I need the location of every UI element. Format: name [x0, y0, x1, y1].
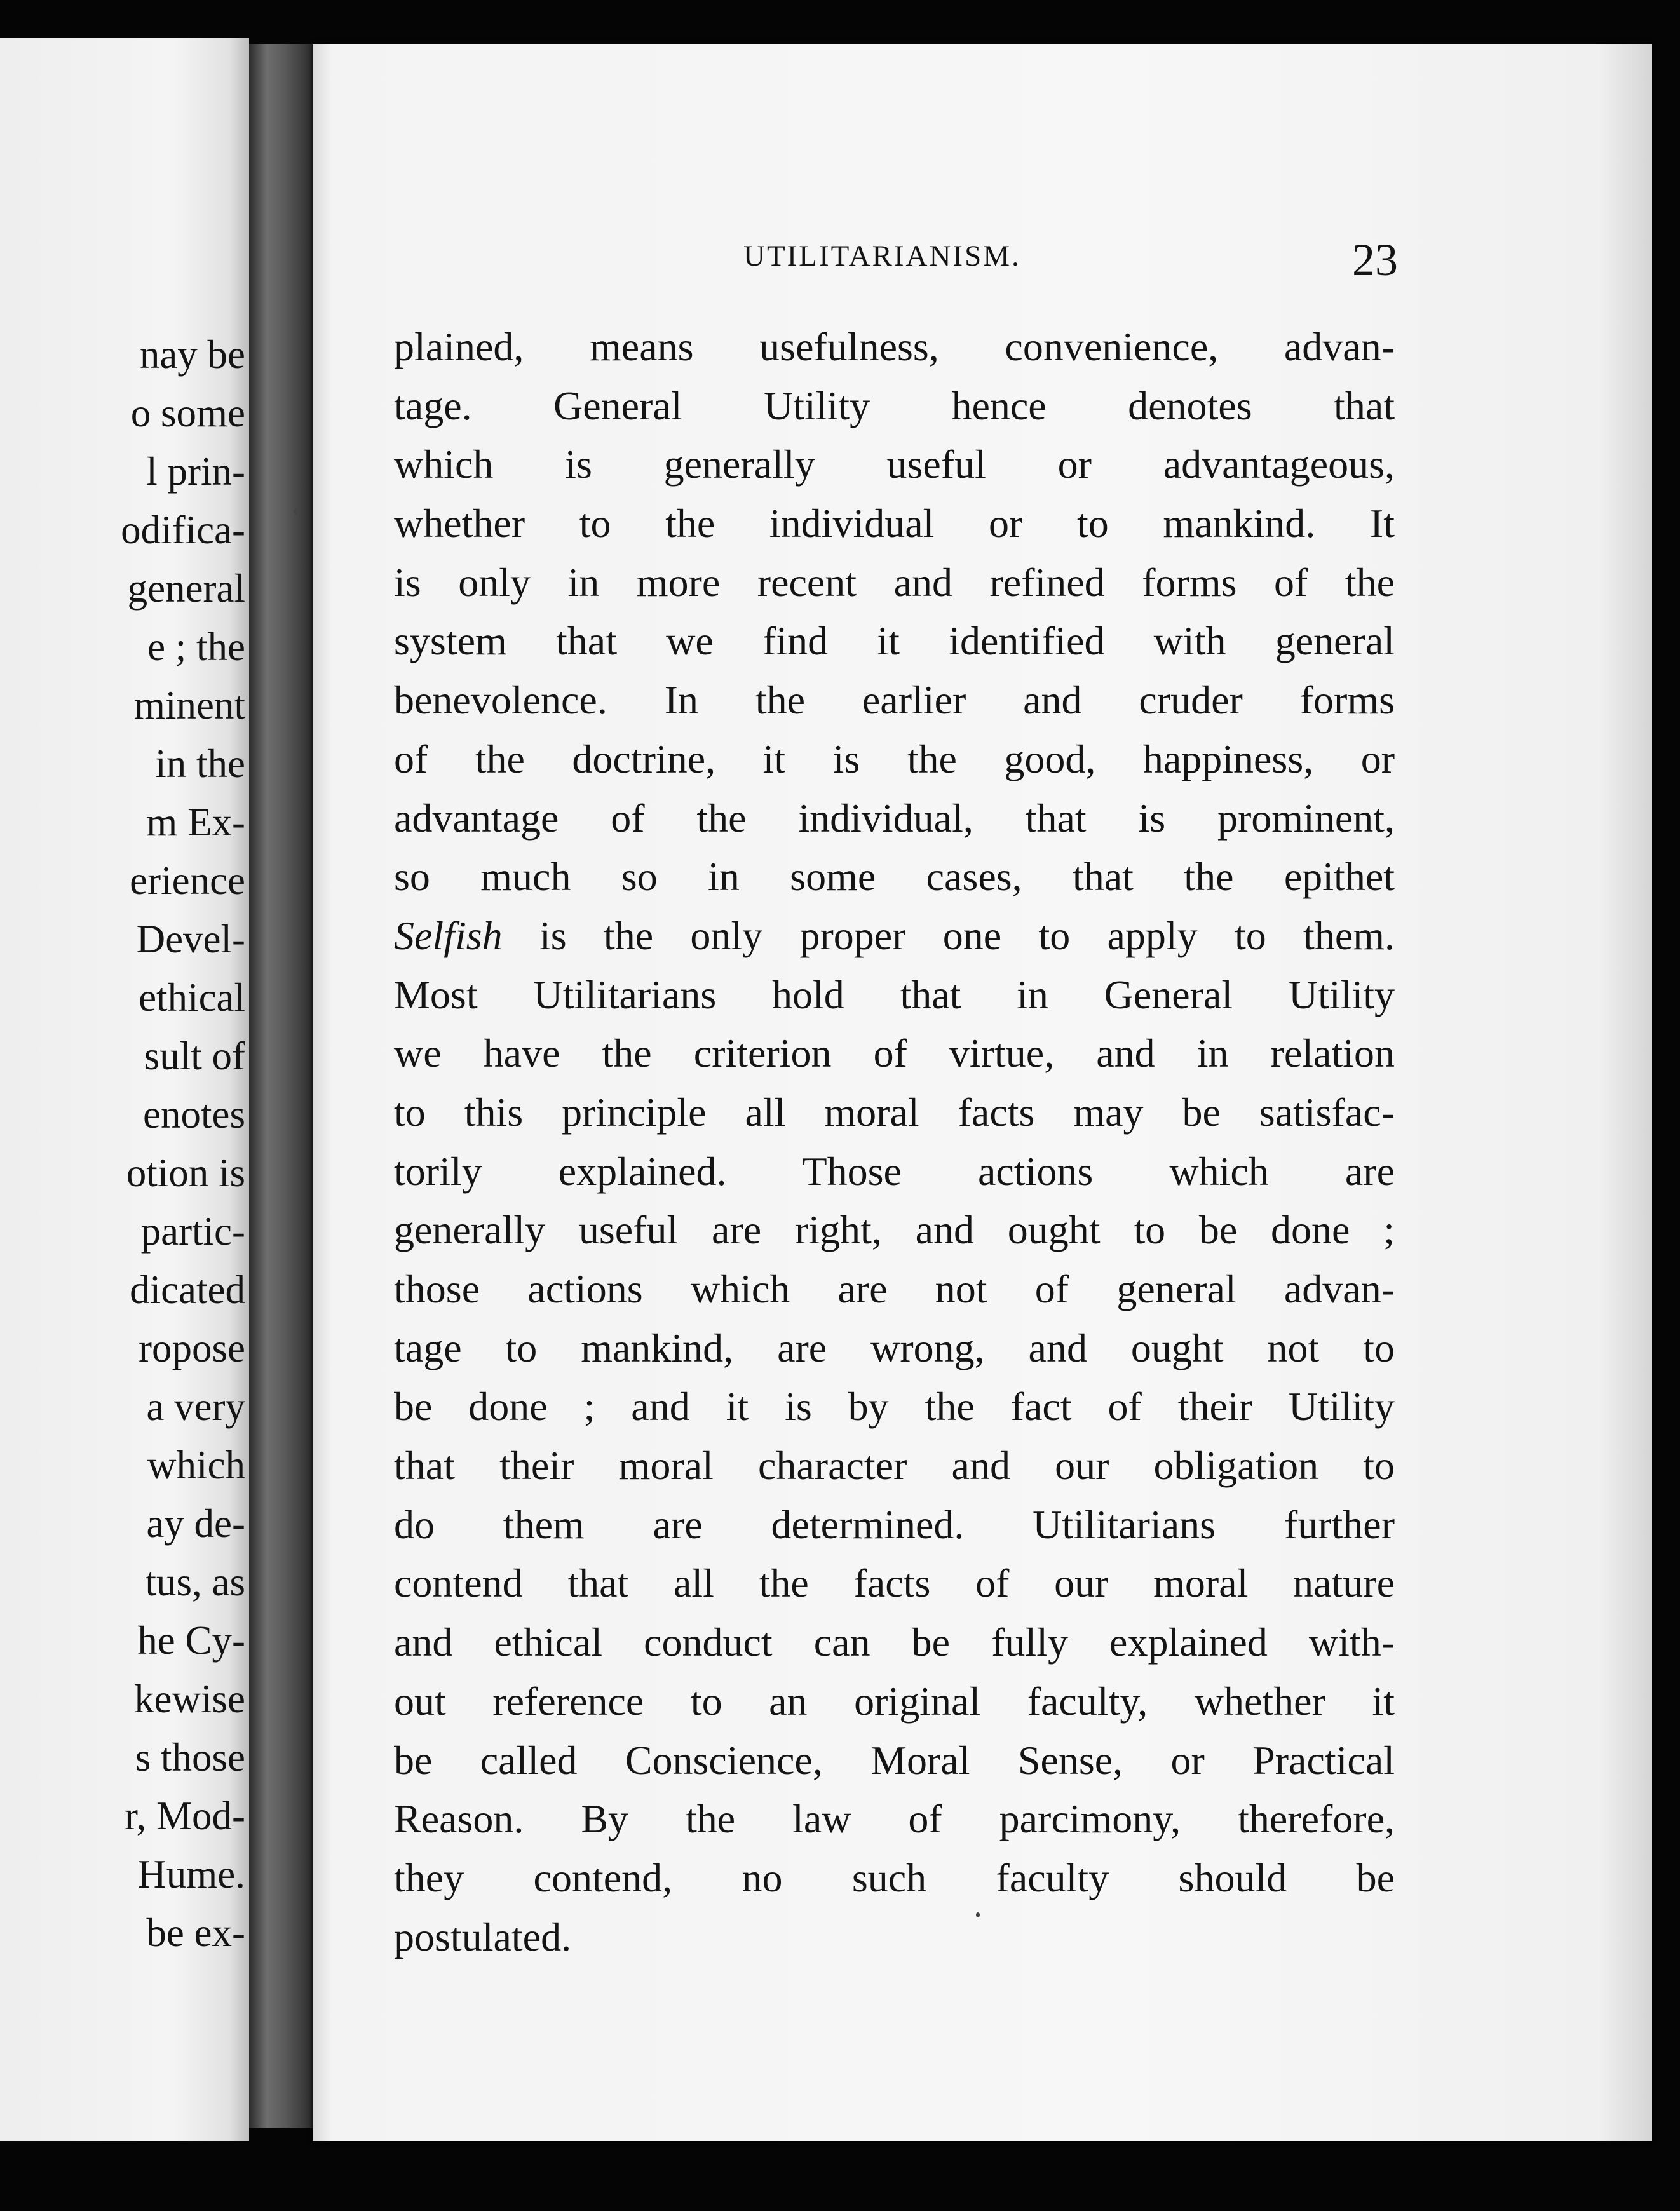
paper-speck: [294, 508, 299, 515]
italic-word: Selfish: [394, 912, 503, 958]
text-line: advantage of the individual, that is prominent,: [394, 795, 1395, 841]
facing-page-line: tus, as: [145, 1560, 245, 1604]
facing-page-line: ay de-: [146, 1501, 245, 1546]
text-line: contend that all the facts of our moral nature: [394, 1560, 1395, 1606]
facing-page-line: dicated: [130, 1268, 245, 1312]
running-head: UTILITARIANISM.: [743, 240, 1021, 273]
facing-page-text: [17, 325, 245, 1962]
facing-page-line: which: [147, 1443, 245, 1487]
text-line: [394, 907, 1395, 966]
facing-page-line: o some: [130, 391, 245, 435]
text-line: to this principle all moral facts may be satisfac-: [394, 1089, 1395, 1135]
facing-page-line: ethical: [139, 975, 245, 1020]
facing-page-line: erience: [130, 858, 245, 903]
facing-page-line: ropose: [139, 1326, 245, 1370]
text-line: generally useful are right, and ought to be done ;: [394, 1207, 1395, 1253]
body-text: [394, 318, 1395, 1966]
page-number: 23: [1352, 234, 1398, 285]
facing-page-line: nay be: [139, 332, 245, 377]
facing-page-line: Devel-: [136, 917, 245, 961]
text-line: so much so in some cases, that the epithet: [394, 854, 1395, 900]
text-line: we have the criterion of virtue, and in relation: [394, 1031, 1395, 1076]
facing-page-line: otion is: [126, 1151, 245, 1195]
facing-page-line: general: [127, 566, 245, 611]
text-line: out reference to an original faculty, whether it: [394, 1678, 1395, 1724]
facing-page-line: m Ex-: [146, 800, 245, 844]
text-line: and ethical conduct can be fully explained with-: [394, 1619, 1395, 1665]
facing-page-line: kewise: [134, 1677, 245, 1721]
text-line: system that we find it identified with general: [394, 618, 1395, 664]
facing-page-line: he Cy-: [137, 1618, 245, 1663]
text-line: they contend, no such faculty should be: [394, 1855, 1395, 1900]
text-line: benevolence. In the earlier and cruder forms: [394, 677, 1395, 723]
facing-page-line: enotes: [143, 1092, 245, 1137]
text-line: postulated.: [394, 1914, 572, 1959]
text-line: tage to mankind, are wrong, and ought not to: [394, 1325, 1395, 1370]
text-line: be called Conscience, Moral Sense, or Practical: [394, 1737, 1395, 1783]
facing-page-line: r, Mod-: [125, 1794, 245, 1838]
text-line: Reason. By the law of parcimony, therefore,: [394, 1796, 1395, 1842]
text-line: whether to the individual or to mankind. It: [394, 501, 1395, 546]
facing-page-line: sult of: [144, 1034, 245, 1078]
facing-page-line: minent: [134, 683, 245, 727]
text-line-rest: is the only proper one to apply to them.: [502, 912, 1395, 958]
text-line: Most Utilitarians hold that in General Utility: [394, 971, 1395, 1017]
text-line: plained, means usefulness, convenience, advan-: [394, 324, 1395, 369]
text-line: those actions which are not of general advan-: [394, 1266, 1395, 1311]
text-line: is only in more recent and refined forms of the: [394, 559, 1395, 605]
facing-page-line: be ex-: [146, 1910, 245, 1955]
text-line: tage. General Utility hence denotes that: [394, 382, 1395, 428]
book-gutter-shadow: [249, 44, 320, 2128]
text-line: of the doctrine, it is the good, happiness, or: [394, 736, 1395, 781]
facing-page-line: a very: [146, 1384, 245, 1429]
facing-page-line: e ; the: [147, 625, 245, 669]
text-line: be done ; and it is by the fact of their Utility: [394, 1384, 1395, 1430]
facing-page-line: in the: [155, 741, 245, 786]
facing-page-fragment: [0, 38, 249, 2141]
facing-page-line: l prin-: [146, 449, 245, 494]
text-line: which is generally useful or advantageous,: [394, 442, 1395, 487]
facing-page-line: s those: [135, 1735, 245, 1780]
facing-page-line: Hume.: [137, 1852, 245, 1897]
facing-page-line: partic-: [140, 1209, 245, 1254]
facing-page-line: odifica-: [121, 508, 245, 552]
text-line: torily explained. Those actions which are: [394, 1148, 1395, 1194]
text-line: do them are determined. Utilitarians further: [394, 1501, 1395, 1547]
text-line: that their moral character and our obligation to: [394, 1443, 1395, 1489]
